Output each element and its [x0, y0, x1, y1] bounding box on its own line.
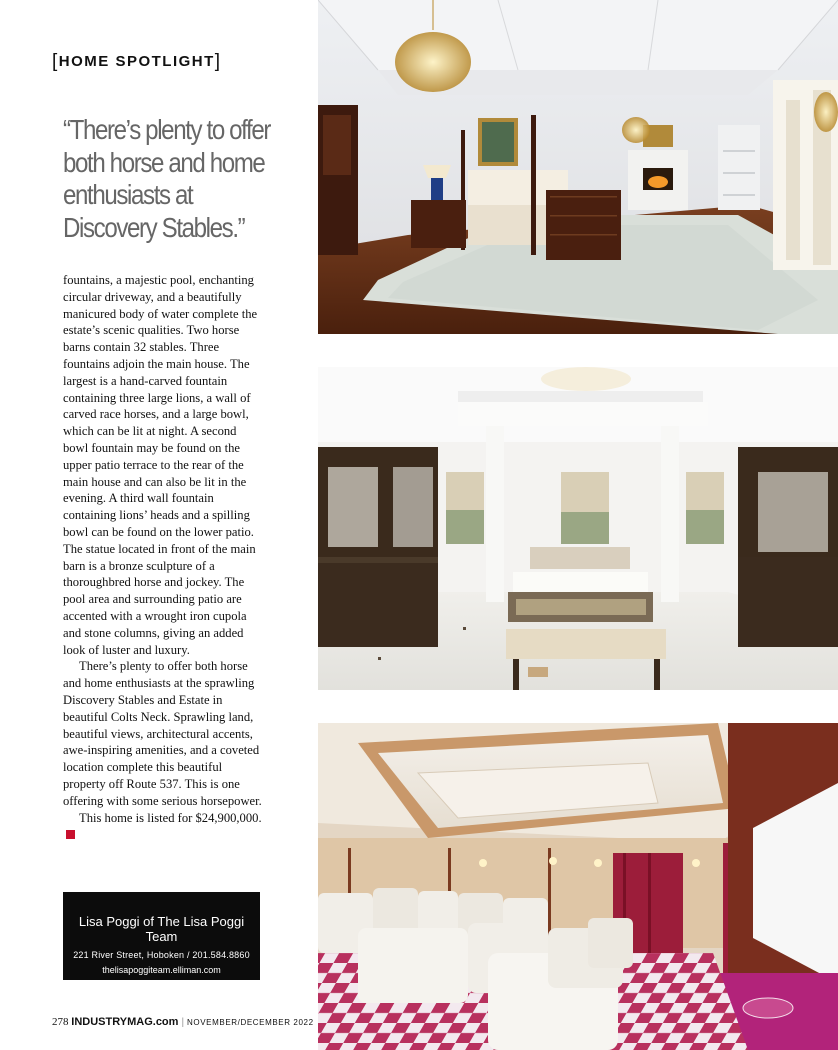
page-number: 278: [52, 1016, 69, 1028]
end-mark-icon: [66, 830, 75, 839]
listing-price-text: This home is listed for $24,900,000.: [79, 810, 262, 825]
body-paragraph-final: [63, 810, 263, 844]
body-paragraph: There’s plenty to offer both horse and home enthusiasts at the sprawling Discovery Stables and Estate in beautiful Colts Neck. Sprawling land, beautiful views, architectural accents, awe-inspiring amenities, and a coveted location complete this beautiful property off Route 537. This is one offering with some serious horsepower.: [63, 659, 262, 808]
bedroom-photo: [318, 0, 838, 334]
issue-date: NOVEMBER/DECEMBER 2022: [187, 1018, 314, 1027]
agent-box: [63, 892, 260, 980]
agent-website[interactable]: thelisapoggiteam.elliman.com: [102, 965, 221, 975]
footer-separator: |: [181, 1017, 185, 1028]
section-label: HOME SPOTLIGHT: [58, 53, 215, 70]
page-footer: [52, 1016, 314, 1028]
bracket-open: [: [52, 51, 59, 72]
bracket-close: ]: [214, 51, 222, 72]
magazine-name: INDUSTRYMAG.com: [71, 1016, 179, 1028]
pull-quote: “There’s plenty to offer both horse and home enthusiasts at Discovery Stables.”: [63, 114, 271, 243]
agent-name: Lisa Poggi of The Lisa Poggi Team: [78, 914, 245, 944]
article-body: [63, 272, 263, 843]
theater-photo: [318, 723, 838, 1050]
bathroom-photo: [318, 367, 838, 690]
text-column: [0, 0, 318, 1050]
agent-address: 221 River Street, Hoboken / 201.584.8860: [73, 950, 250, 960]
section-tag: [52, 50, 222, 72]
body-paragraph: fountains, a majestic pool, enchanting circular driveway, and a beautifully manicured body of water complete the estate’s scenic qualities. Two horse barns contain 32 stables. Three fountains adjoin the main house. The largest is a hand-carved fountain containing three large lions, a wall of carved race horses, and a large bowl, which can be lit at night. A second bowl fountain may be found on the upper patio terrace to the rear of the main house and can also be lit in the evening. A third wall fountain containing lions’ heads and a spilling bowl can be found on the lower patio. The statue located in front of the main barn is a bronze sculpture of a thoroughbred horse and jockey. The pool area and surrounding patio are accented with a wrought iron cupola and stone columns, giving an added look of luster and luxury.: [63, 273, 258, 657]
